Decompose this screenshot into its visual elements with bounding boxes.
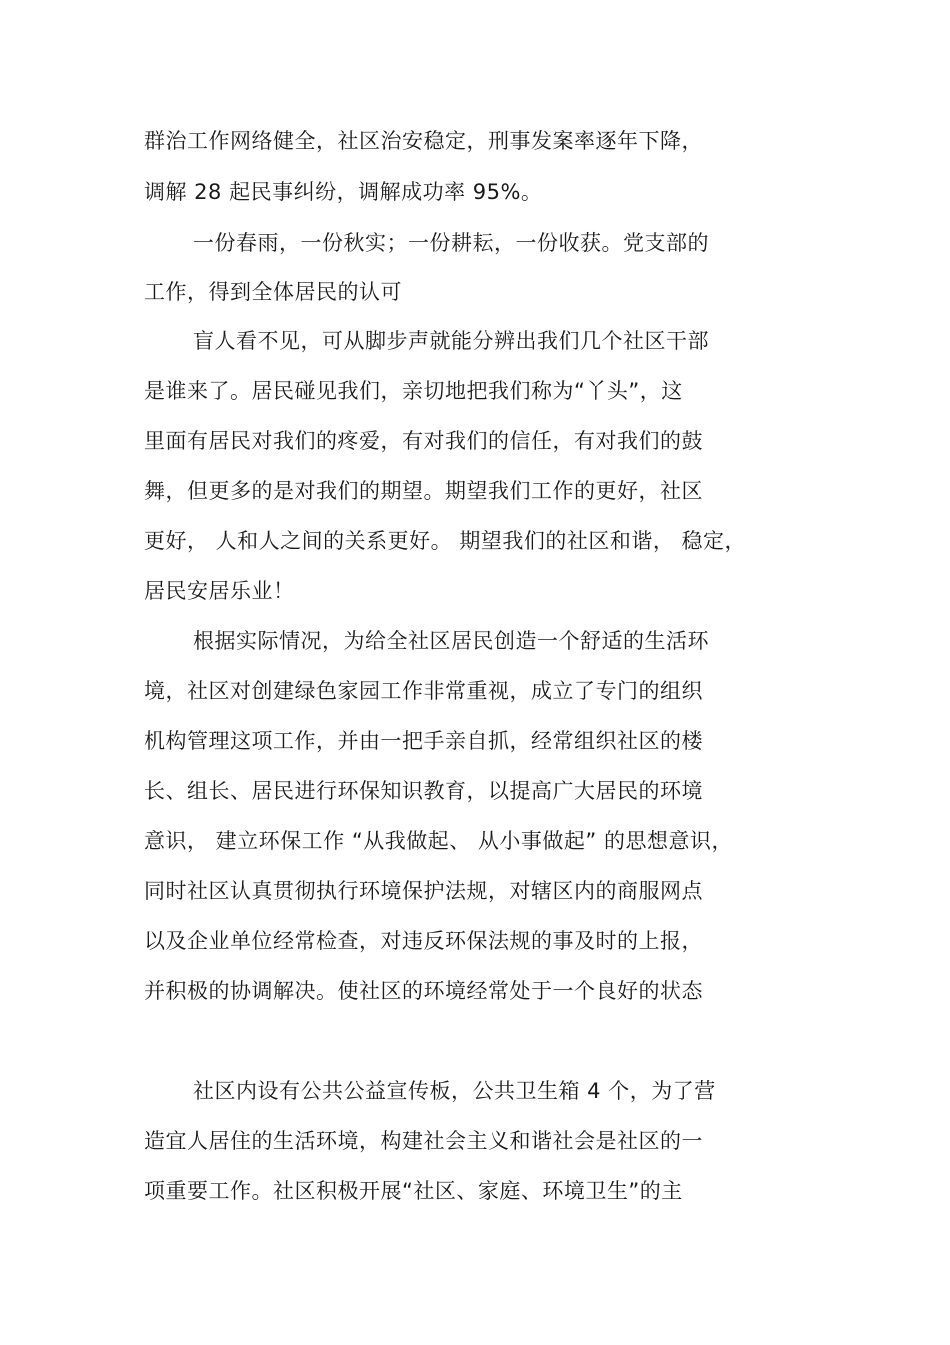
text-line: 机构管理这项工作，并由一把手亲自抓，经常组织社区的楼 [144,729,703,753]
text-line: 居民安居乐业！ [144,579,295,603]
text-line: 是谁来了。居民碰见我们，亲切地把我们称为“丫头”，这 [144,379,683,403]
text-line: 以及企业单位经常检查，对违反环保法规的事及时的上报， [144,929,703,953]
text-line: 调解 28 起民事纠纷，调解成功率 95%。 [144,180,543,204]
text-line: 并积极的协调解决。使社区的环境经常处于一个良好的状态 [144,979,703,1003]
text-line: 里面有居民对我们的疼爱，有对我们的信任，有对我们的鼓 [144,429,703,453]
text-line: 群治工作网络健全，社区治安稳定，刑事发案率逐年下降， [144,129,703,153]
paragraph-start: 社区内设有公共公益宣传板，公共卫生箱 4 个，为了营 [193,1079,716,1103]
text-line: 境，社区对创建绿色家园工作非常重视，成立了专门的组织 [144,679,703,703]
paragraph-start: 盲人看不见，可从脚步声就能分辨出我们几个社区干部 [193,329,709,353]
paragraph-start: 一份春雨，一份秋实；一份耕耘，一份收获。党支部的 [193,231,709,255]
text-line: 意识， 建立环保工作 “从我做起、 从小事做起” 的思想意识， [144,829,733,853]
text-line: 工作，得到全体居民的认可 [144,280,402,304]
text-line: 更好， 人和人之间的关系更好。 期望我们的社区和谐， 稳定， [144,529,747,553]
text-line: 造宜人居住的生活环境，构建社会主义和谐社会是社区的一 [144,1129,703,1153]
text-line: 同时社区认真贯彻执行环境保护法规，对辖区内的商服网点 [144,879,703,903]
text-line: 舞，但更多的是对我们的期望。期望我们工作的更好，社区 [144,479,703,503]
text-line: 项重要工作。社区积极开展“社区、家庭、环境卫生”的主 [144,1179,683,1203]
text-line: 长、组长、居民进行环保知识教育，以提高广大居民的环境 [144,779,703,803]
paragraph-start: 根据实际情况，为给全社区居民创造一个舒适的生活环 [193,629,709,653]
